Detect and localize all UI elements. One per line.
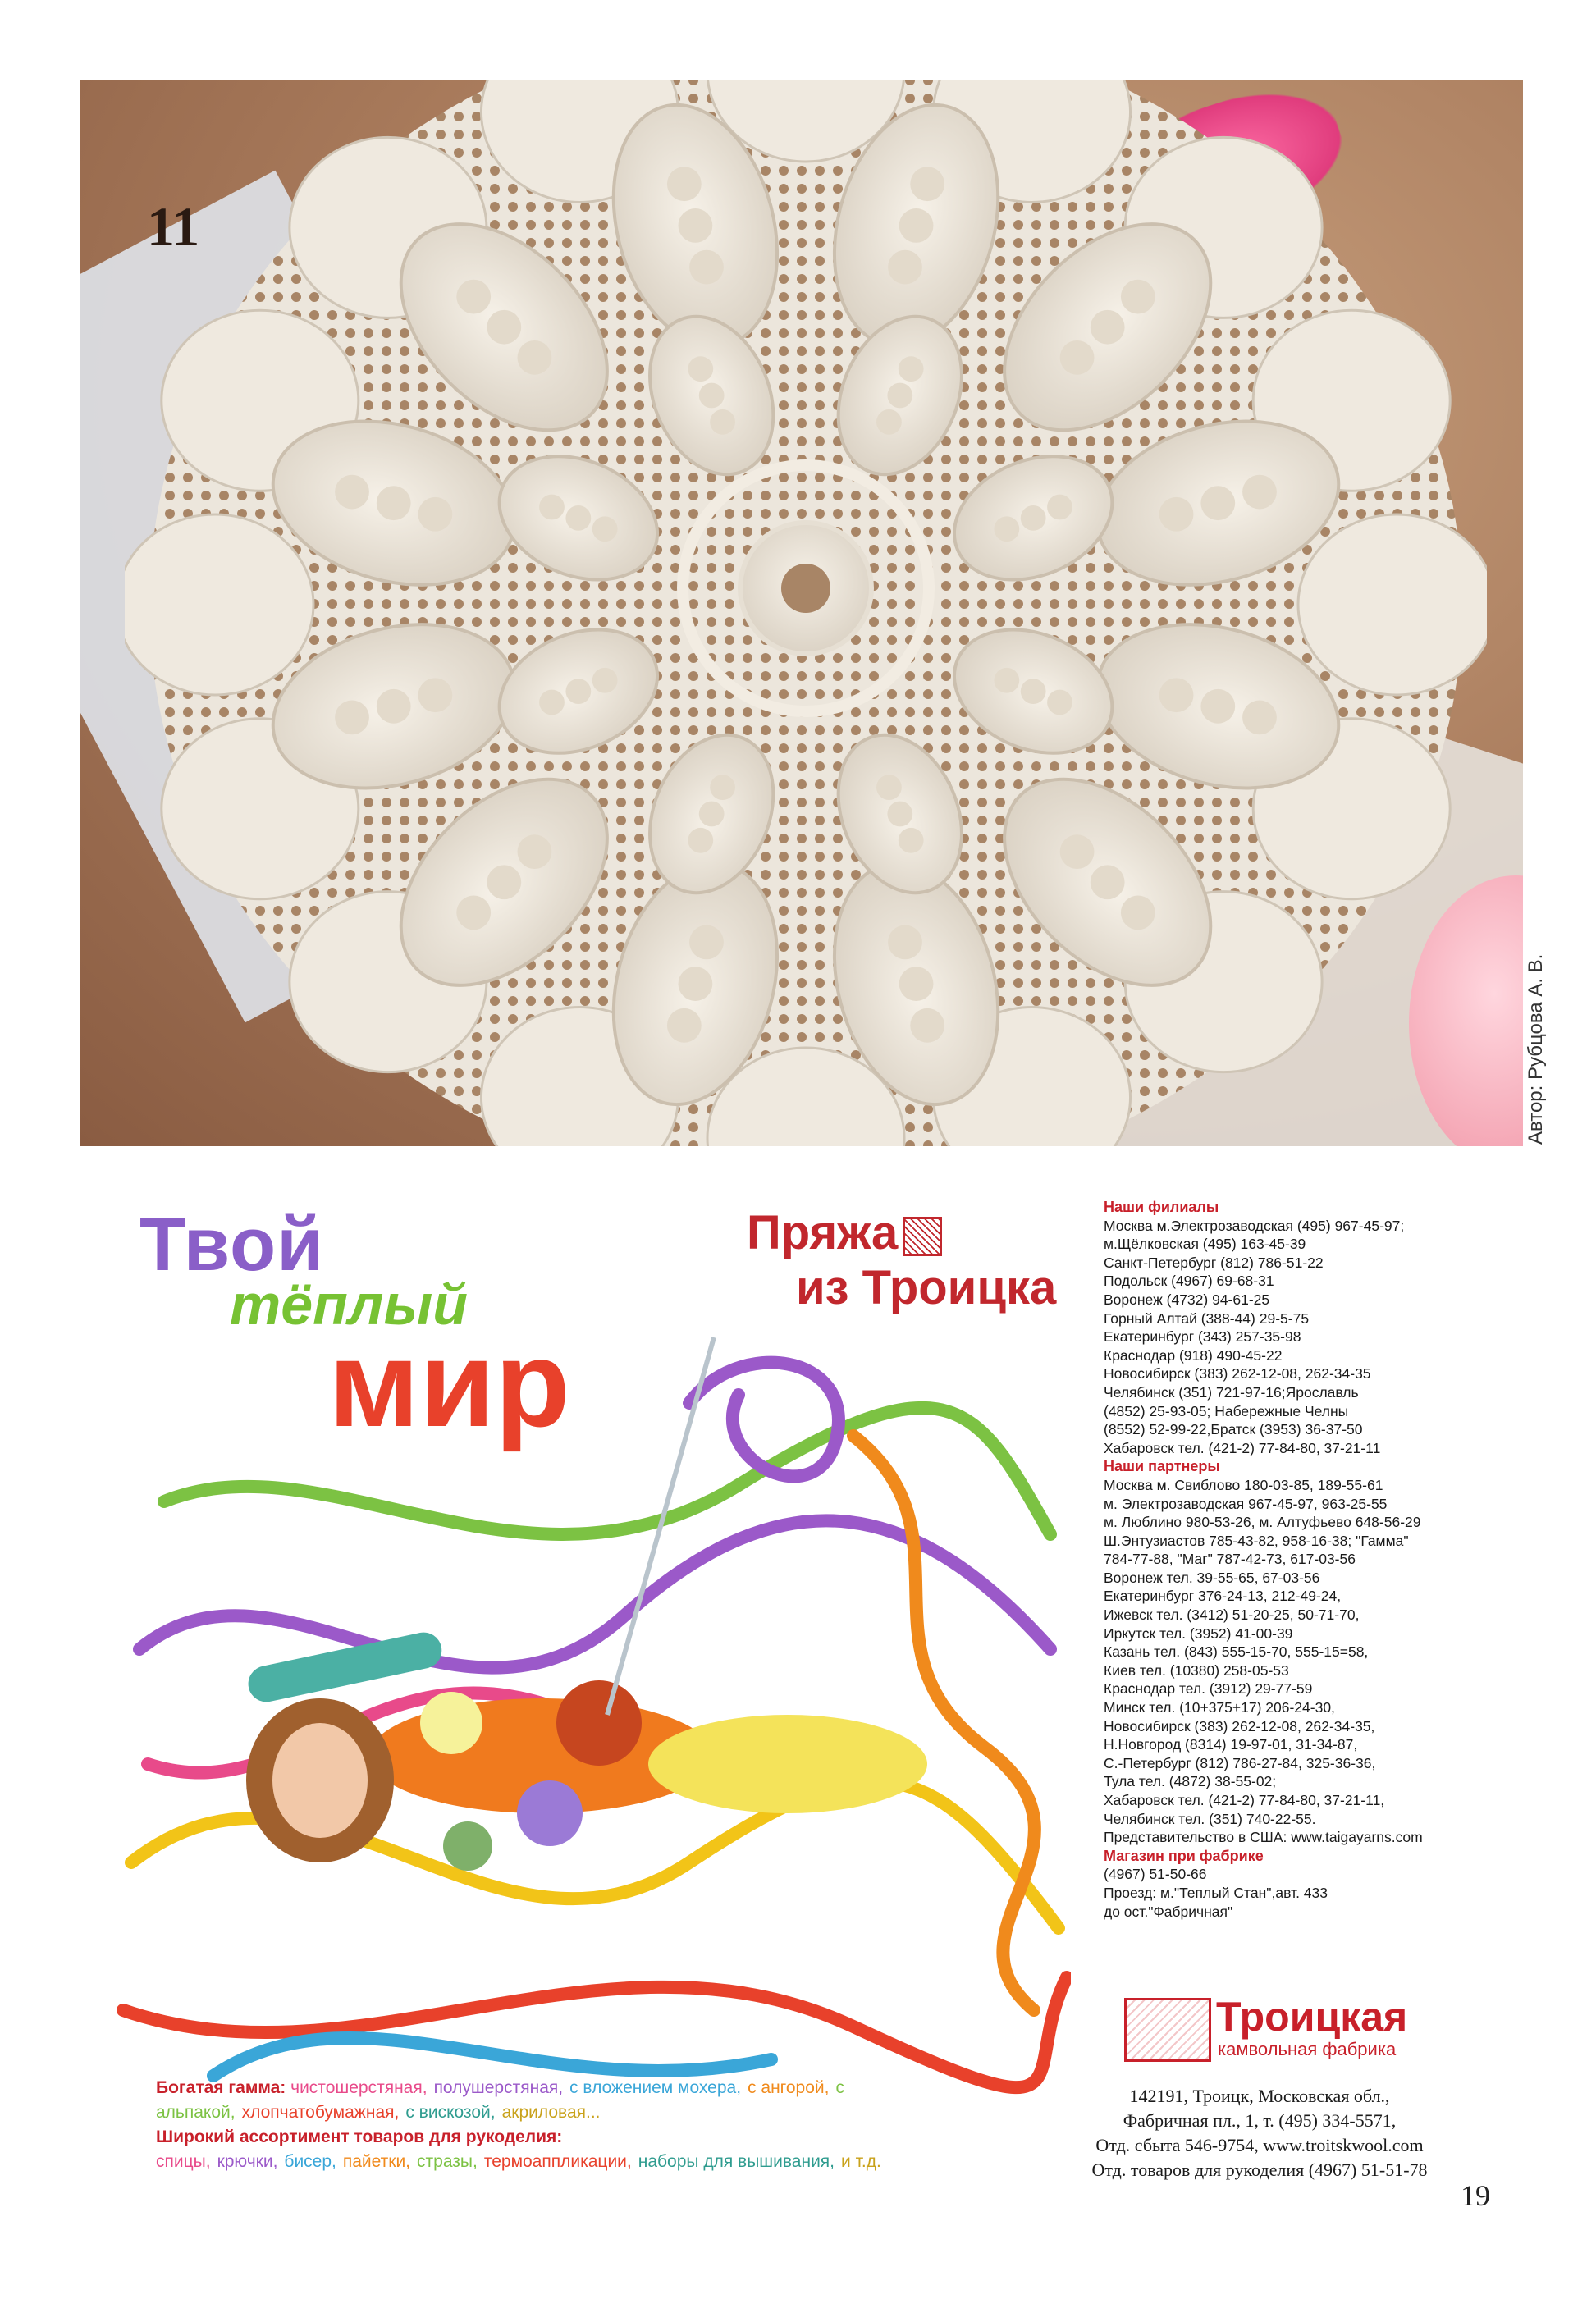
partner-line: Представительство в США: www.taigayarns.com <box>1104 1829 1423 1846</box>
partner-line: Хабаровск тел. (421-2) 77-84-80, 37-21-11, <box>1104 1792 1385 1808</box>
assortment-word: крючки, <box>217 2152 278 2171</box>
address-line: 142191, Троицк, Московская обл., <box>1129 2086 1390 2106</box>
assortment-word: бисер, <box>284 2152 336 2171</box>
branch-line: Санкт-Петербург (812) 786-51-22 <box>1104 1254 1324 1271</box>
doily-popcorn-stitch <box>994 516 1019 542</box>
doily-popcorn-stitch <box>335 701 369 735</box>
partner-line: Ш.Энтузиастов 785-43-82, 958-16-38; "Гамма" <box>1104 1532 1409 1549</box>
partners-list <box>1104 1476 1465 1847</box>
gamma-word: акриловая... <box>501 2103 601 2122</box>
assortment-word: и т.д. <box>841 2152 881 2171</box>
doily-popcorn-stitch <box>1159 678 1194 712</box>
doily-popcorn-stitch <box>994 668 1019 693</box>
factory-subtitle: камвольная фабрика <box>1218 2039 1397 2059</box>
doily-popcorn-stitch <box>539 495 565 520</box>
branch-line: Горный Алтай (388-44) 29-5-75 <box>1104 1309 1310 1327</box>
crochet-doily <box>125 80 1487 1146</box>
doily-popcorn-stitch <box>518 340 552 375</box>
doily-scallop <box>125 514 313 695</box>
shops-list <box>1104 1865 1465 1921</box>
doily-popcorn-stitch <box>888 925 922 959</box>
doily-popcorn-stitch <box>565 505 591 531</box>
doily-popcorn-stitch <box>699 383 725 409</box>
doily-popcorn-stitch <box>1021 679 1046 704</box>
doily-popcorn-stitch <box>518 834 552 869</box>
doily-popcorn-stitch <box>689 250 724 285</box>
brand-line-2: из Троицка <box>796 1260 1057 1314</box>
doily-popcorn-stitch <box>1242 701 1277 735</box>
doily-popcorn-stitch <box>456 896 491 930</box>
factory-name: Троицкая <box>1216 1994 1408 2040</box>
brand-emblem-icon <box>903 1217 942 1256</box>
assortment-word: стразы, <box>417 2152 478 2171</box>
partner-line: Тула тел. (4872) 38-55-02; <box>1104 1773 1277 1790</box>
partner-line: Москва м. Свиблово 180-03-85, 189-55-61 <box>1104 1476 1383 1493</box>
branch-line: Краснодар (918) 490-45-22 <box>1104 1346 1283 1364</box>
doily-popcorn-stitch <box>1200 689 1235 724</box>
doily-popcorn-stitch <box>565 679 591 704</box>
page-number: 19 <box>1461 2179 1490 2212</box>
doily-scallop <box>1298 514 1487 695</box>
doily-popcorn-stitch <box>710 775 735 800</box>
partner-line: Новосибирск (383) 262-12-08, 262-34-35, <box>1104 1717 1375 1734</box>
partner-line: м. Люблино 980-53-26, м. Алтуфьево 648-56-29 <box>1104 1514 1421 1531</box>
partner-line: м. Электрозаводская 967-45-97, 963-25-55 <box>1104 1495 1388 1512</box>
doily-popcorn-stitch <box>1021 505 1046 531</box>
section-heading: Магазин при фабрике <box>1104 1847 1264 1864</box>
address-line: Фабричная пл., 1, т. (495) 334-5571, <box>1123 2110 1397 2131</box>
assortment-word: термоаппликации, <box>483 2152 632 2171</box>
assortment-heading: Широкий ассортимент товаров для рукоделия: <box>156 2127 563 2146</box>
shop-line: до ост."Фабричная" <box>1104 1903 1233 1920</box>
branch-line: Новосибирск (383) 262-12-08, 262-34-35 <box>1104 1365 1371 1383</box>
doily-popcorn-stitch <box>689 925 724 959</box>
partner-line: Минск тел. (10+375+17) 206-24-30, <box>1104 1699 1335 1716</box>
gamma-word: с вискозой, <box>405 2103 496 2122</box>
yarn-advertisement <box>115 1190 1461 2223</box>
doily-popcorn-stitch <box>1200 486 1235 520</box>
gamma-word: чистошерстяная, <box>290 2078 428 2097</box>
gamma-word: полушерстяная, <box>433 2078 564 2097</box>
section-heading: Наши партнеры <box>1104 1458 1220 1475</box>
partner-line: Казань тел. (843) 555-15-70, 555-15=58, <box>1104 1643 1369 1661</box>
doily-popcorn-stitch <box>1047 690 1072 715</box>
doily-popcorn-stitch <box>1242 475 1277 510</box>
assortment-word: спицы, <box>156 2152 211 2171</box>
branch-line: Хабаровск тел. (421-2) 77-84-80, 37-21-11 <box>1104 1439 1381 1456</box>
doily-popcorn-stitch <box>1047 495 1072 520</box>
title-word-3: мир <box>328 1314 570 1452</box>
doily-popcorn-stitch <box>899 967 934 1001</box>
partner-line: Киев тел. (10380) 258-05-53 <box>1104 1661 1289 1679</box>
doily-popcorn-stitch <box>1060 340 1095 375</box>
section-heading: Наши филиалы <box>1104 1199 1219 1215</box>
address-line: Отд. сбыта 546-9754, www.troitskwool.com <box>1095 2135 1424 2155</box>
doily-popcorn-stitch <box>899 356 924 382</box>
doily-popcorn-stitch <box>592 516 618 542</box>
branch-line: Подольск (4967) 69-68-31 <box>1104 1273 1274 1290</box>
doily-popcorn-stitch <box>679 208 713 243</box>
doily-popcorn-stitch <box>667 167 702 201</box>
doily-popcorn-stitch <box>910 167 944 201</box>
assortment-items <box>156 2150 1075 2174</box>
partner-line: Воронеж тел. 39-55-65, 67-03-56 <box>1104 1569 1320 1586</box>
partner-line: Краснодар тел. (3912) 29-77-59 <box>1104 1680 1313 1698</box>
assortment-word: пайетки, <box>342 2152 411 2171</box>
branch-line: Екатеринбург (343) 257-35-98 <box>1104 1328 1301 1346</box>
gamma-heading: Богатая гамма: <box>156 2078 286 2097</box>
branch-line: м.Щёлковская (495) 163-45-39 <box>1104 1236 1306 1253</box>
branch-line: (8552) 52-99-22,Братск (3953) 36-37-50 <box>1104 1421 1363 1438</box>
shop-line: Проезд: м."Теплый Стан",авт. 433 <box>1104 1884 1328 1901</box>
factory-emblem-icon <box>1124 1998 1211 2062</box>
doily-popcorn-stitch <box>1060 834 1095 869</box>
branch-line: Воронеж (4732) 94-61-25 <box>1104 1291 1270 1308</box>
branch-line: Челябинск (351) 721-97-16;Ярославль <box>1104 1383 1359 1401</box>
branches-list <box>1104 1217 1465 1458</box>
assortment-word: наборы для вышивания, <box>638 2152 835 2171</box>
contacts-column <box>1104 1198 1465 1921</box>
doily-popcorn-stitch <box>899 828 924 853</box>
doily-popcorn-stitch <box>418 497 453 532</box>
address-line: Отд. товаров для рукоделия (4967) 51-51-78 <box>1091 2159 1428 2180</box>
doily-popcorn-stitch <box>899 208 934 243</box>
product-slogans <box>156 2076 1075 2174</box>
branch-line: Москва м.Электрозаводская (495) 967-45-97; <box>1104 1217 1405 1234</box>
gamma-word: с ангорой, <box>748 2078 830 2097</box>
partner-line: Челябинск тел. (351) 740-22-55. <box>1104 1810 1316 1827</box>
partner-line: Иркутск тел. (3952) 41-00-39 <box>1104 1625 1293 1642</box>
author-credit: Автор: Рубцова А. В. <box>1525 953 1547 1145</box>
partner-line: Ижевск тел. (3412) 51-20-25, 50-71-70, <box>1104 1606 1360 1624</box>
doily-popcorn-stitch <box>887 802 912 827</box>
doily-popcorn-stitch <box>688 356 713 382</box>
title-word-1: Твой <box>139 1203 324 1287</box>
shop-line: (4967) 51-50-66 <box>1104 1866 1207 1883</box>
doily-popcorn-stitch <box>667 1008 702 1043</box>
partner-line: Екатеринбург 376-24-13, 212-49-24, <box>1104 1588 1342 1605</box>
doily-popcorn-stitch <box>910 1008 944 1043</box>
branch-line: (4852) 25-93-05; Набережные Челны <box>1104 1402 1349 1419</box>
doily-popcorn-stitch <box>592 668 618 693</box>
doily-popcorn-stitch <box>377 689 411 724</box>
brand-logo <box>747 1206 1059 1315</box>
doily-popcorn-stitch <box>539 690 565 715</box>
doily-popcorn-stitch <box>418 678 453 712</box>
doily-popcorn-stitch <box>710 409 735 435</box>
doily-popcorn-stitch <box>487 310 521 345</box>
doily-popcorn-stitch <box>876 775 902 800</box>
doily-popcorn-stitch <box>876 409 902 435</box>
brand-line-1: Пряжа <box>747 1206 899 1259</box>
doily-popcorn-stitch <box>377 486 411 520</box>
doily-popcorn-stitch <box>887 383 912 409</box>
doily-popcorn-stitch <box>679 967 713 1001</box>
partner-line: Н.Новгород (8314) 19-97-01, 31-34-87, <box>1104 1736 1358 1753</box>
doily-popcorn-stitch <box>1121 896 1155 930</box>
doily-popcorn-stitch <box>487 865 521 899</box>
gamma-word: с альпакой, <box>156 2078 844 2122</box>
factory-address <box>1046 2084 1473 2182</box>
doily-photo <box>80 80 1523 1146</box>
gamma-word: с вложением мохера, <box>569 2078 742 2097</box>
doily-popcorn-stitch <box>1121 280 1155 314</box>
partner-line: 784-77-88, "Маг" 787-42-73, 617-03-56 <box>1104 1551 1356 1568</box>
pattern-number: 11 <box>147 195 200 258</box>
doily-popcorn-stitch <box>1159 497 1194 532</box>
doily-popcorn-stitch <box>456 280 491 314</box>
doily-popcorn-stitch <box>1091 310 1125 345</box>
doily-popcorn-stitch <box>688 828 713 853</box>
doily-popcorn-stitch <box>888 250 922 285</box>
title-word-2: тёплый <box>230 1273 469 1337</box>
gamma-word: хлопчатобумажная, <box>241 2103 400 2122</box>
doily-popcorn-stitch <box>335 475 369 510</box>
partner-line: С.-Петербург (812) 786-27-84, 325-36-36, <box>1104 1754 1376 1771</box>
doily-popcorn-stitch <box>1091 865 1125 899</box>
doily-popcorn-stitch <box>699 802 725 827</box>
